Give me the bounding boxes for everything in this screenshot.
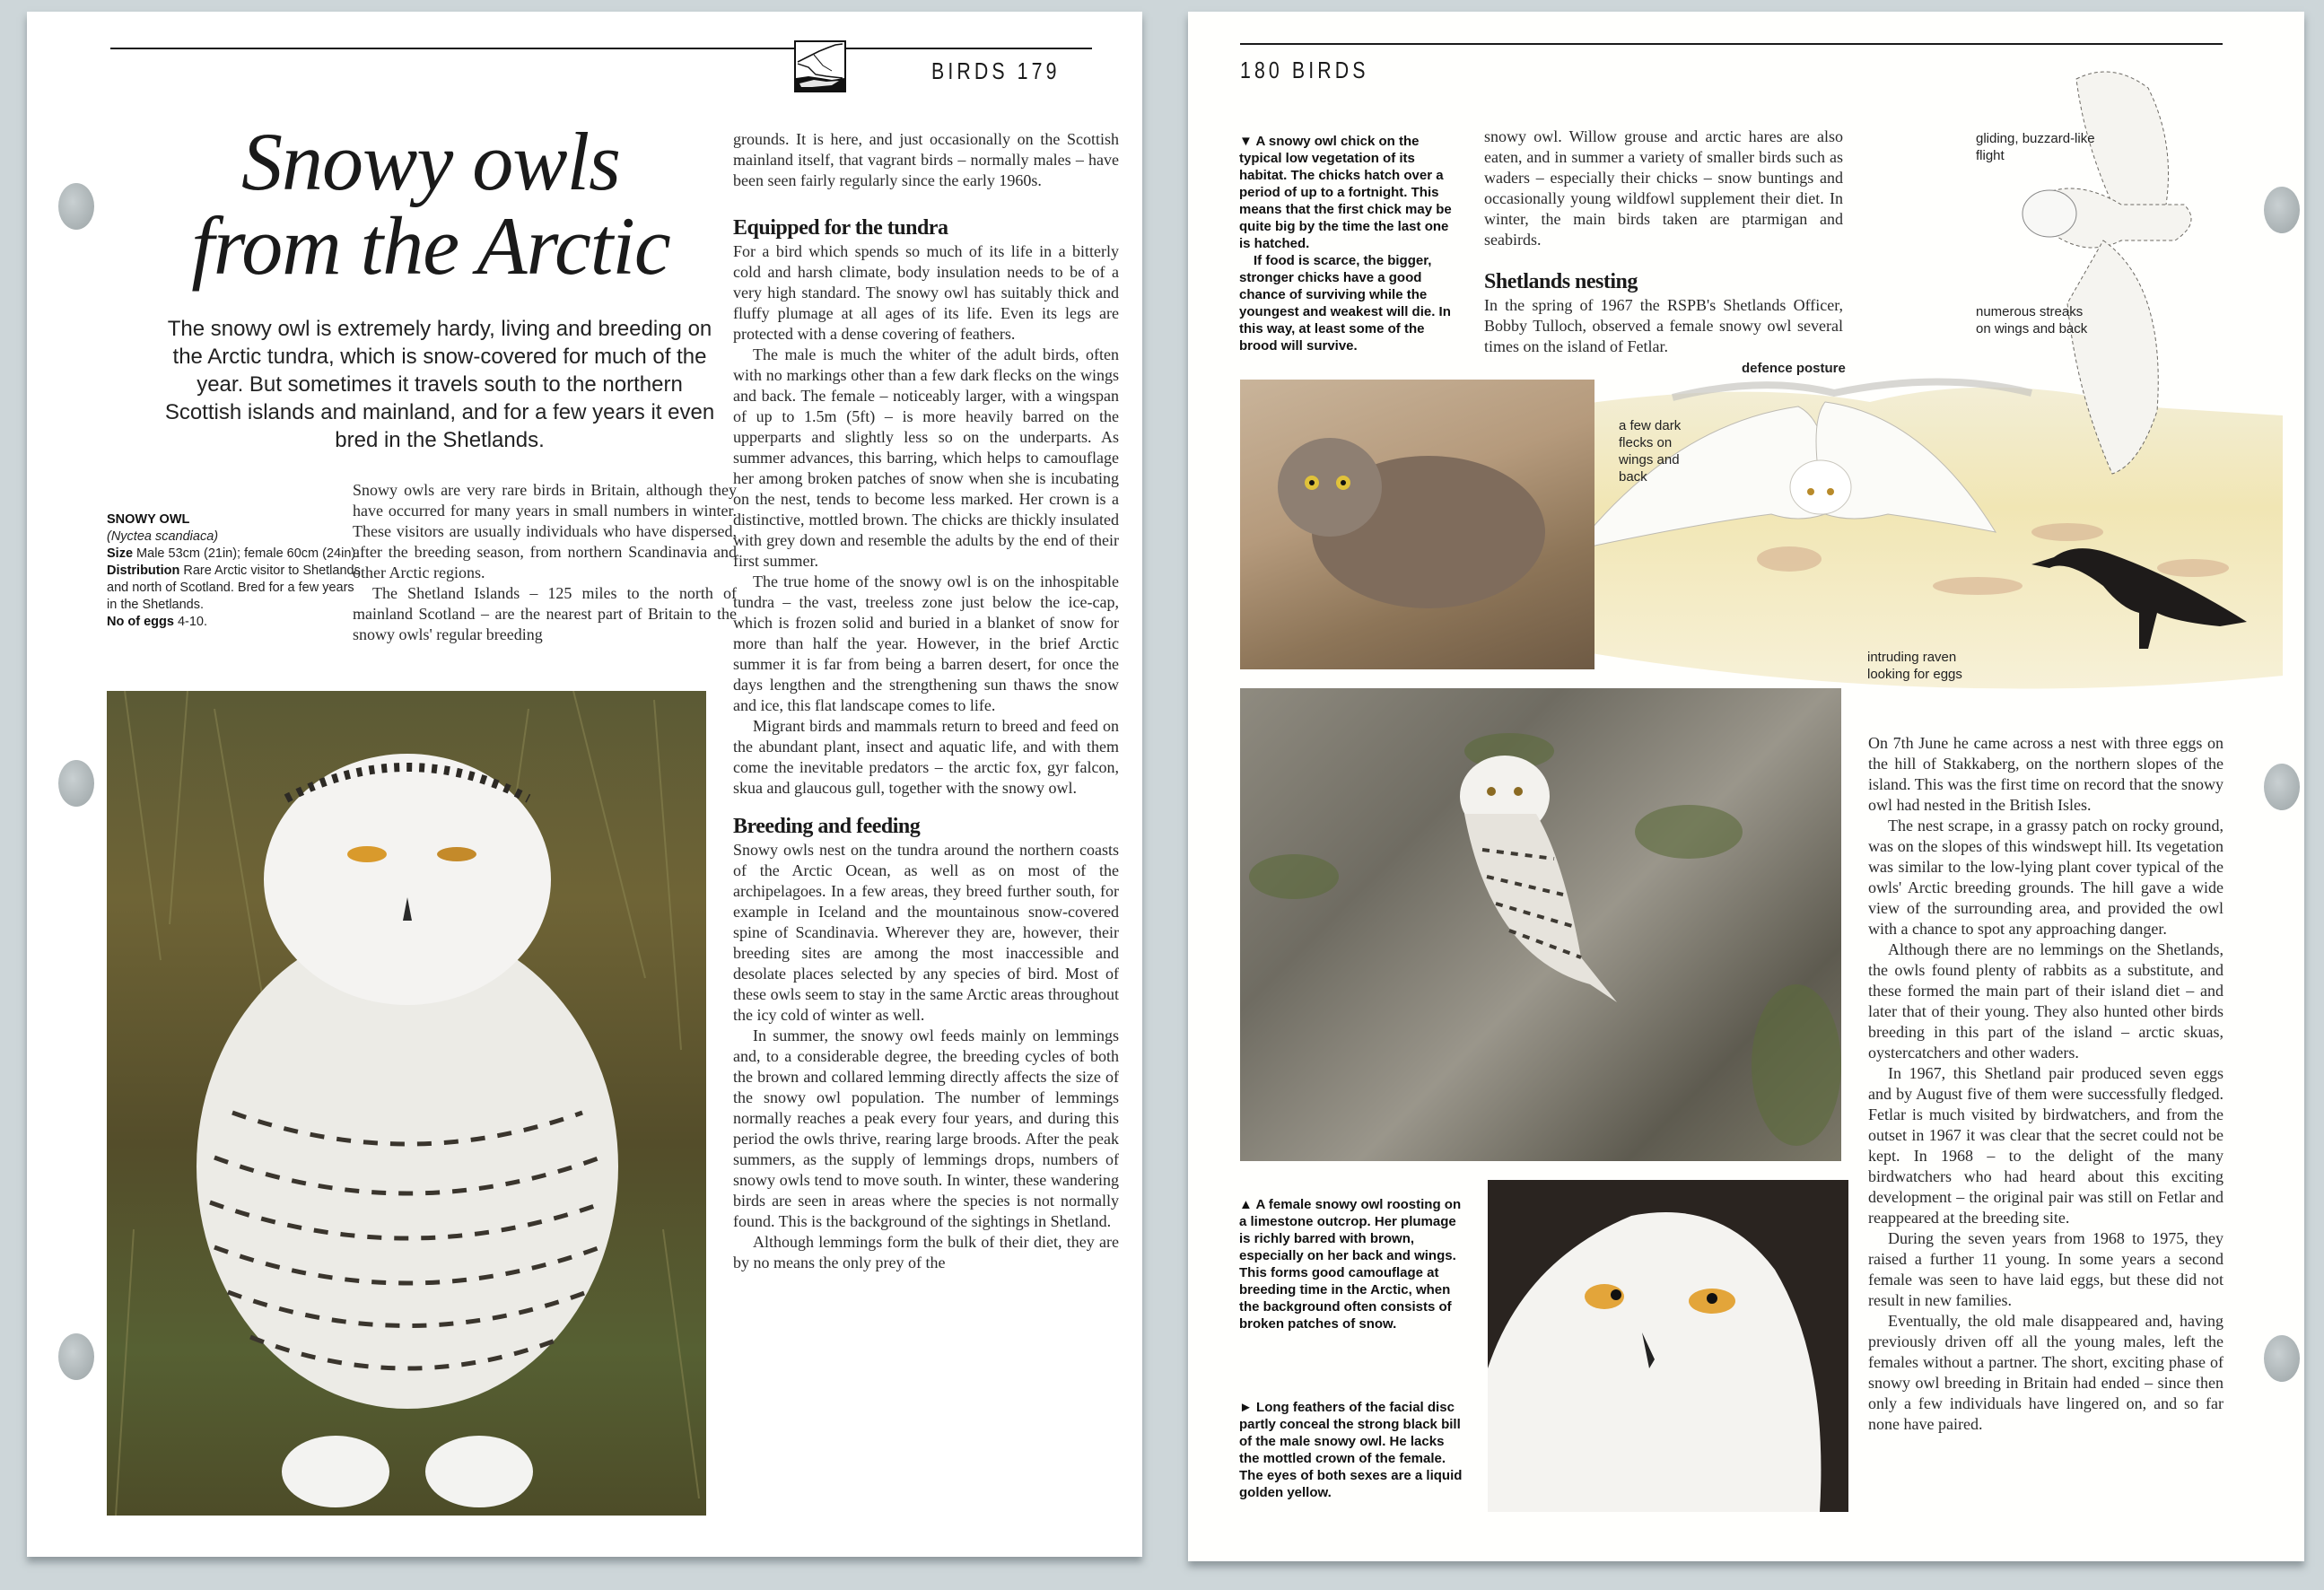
caption-male [1239,1399,1463,1501]
paragraph: Snowy owls nest on the tundra around the northern coasts of the Arctic Ocean, as well as on most of the archipelagoes. In a few areas, they breed further south, for example in Iceland and the mountainous snow-covered spine of Scandinavia. Wherever they are, however, their breeding sites are among the most inaccessible and desolate places selected by any species of bird. Most of these owls seem to stay in the same Arctic areas throughout the icy cold of winter as well. [733,841,1119,1024]
paragraph: Snowy owls are very rare birds in Britain, although they have occurred for many years in small numbers in winter. These visitors are usually individuals who have dispersed, after the breeding season, from northern Scandinavia and other Arctic regions. [353,481,737,581]
punch-hole [58,1333,94,1380]
paragraph: In the spring of 1967 the RSPB's Shetlands Officer, Bobby Tulloch, observed a female snowy owl several times on the island of Fetlar. [1484,296,1843,355]
body-column-1 [353,480,737,645]
label-flecks: a few dark flecks on wings and back [1619,418,1682,485]
body-column-mid [1484,127,1843,357]
paragraph: The nest scrape, in a grassy patch on rocky ground, was on the slopes of this windswept hill. Its vegetation was similar to the low-lying plant cover typical of the owls' Arctic breeding grounds. The hill gave a wide view of the surrounding area, and provided the owl with a chance to spot any approaching danger. [1868,817,2224,938]
punch-hole [2264,764,2300,810]
running-head: 180 BIRDS [1240,57,1369,83]
section-heading: Breeding and feeding [733,815,921,838]
female-owl-on-rock-photo [1240,688,1841,1161]
caption-chick [1239,133,1463,354]
size-value: Male 53cm (21in); female 60cm (24in). [136,546,360,561]
caption-text: Long feathers of the facial disc partly conceal the strong black bill of the male snowy owl. He lacks the mottled crown of the female. The eyes of both sexes are a liquid golden yellow. [1239,1400,1463,1500]
owl-chick-photo [1240,380,1594,669]
label-streaks: numerous streaks on wings and back [1976,304,2088,336]
paragraph: Although there are no lemmings on the Shetlands, the owls found plenty of rabbits as a substitute, and these formed the main part of their island diet – and later that of their young. They also hunted other birds breeding in this part of the island – arctic skuas, oystercatchers and other waders. [1868,940,2224,1061]
paragraph: Although lemmings form the bulk of their diet, they are by no means the only prey of the [733,1233,1119,1271]
header-rule [110,48,794,49]
punch-hole [58,183,94,230]
caption-text: A female snowy owl roosting on a limestone outcrop. Her plumage is richly barred with brown, especially on her back and wings. This forms good camouflage at breeding time in the Arctic, when the background often consists of broken patches of snow. [1239,1197,1462,1332]
paragraph: grounds. It is here, and just occasionally on the Scottish mainland itself, that vagrant birds – normally males – have been seen fairly regularly since the early 1960s. [733,130,1119,189]
caption-female [1239,1196,1463,1332]
triangle-down-icon: ▼ [1239,134,1253,149]
paragraph: Eventually, the old male disappeared and, having previously driven off all the young males, left the females without a partner. The short, exciting phase of snowy owl breeding in Britain had ended – since then only a few individuals have lingered on, and so far none have paired. [1868,1312,2224,1433]
body-column-2 [733,129,1119,1273]
caption-text: If food is scarce, the bigger, stronger chicks have a good chance of surviving while the youngest and weakest will die. In this way, at least some of the brood will survive. [1239,253,1451,354]
male-owl-closeup-photo [1488,1180,1848,1512]
paragraph: In 1967, this Shetland pair produced seven eggs and by August five of them were successfully fledged. Fetlar is much visited by birdwatchers, and from the outset in 1967 it was clear that the secret could not be kept. In 1968 – to the delight of the many birdwatchers who had heard about this exciting development – the original pair was still on Fetlar and reappeared at the breeding site. [1868,1064,2224,1227]
running-head: BIRDS 179 [931,57,1061,84]
paragraph: Migrant birds and mammals return to breed and feed on the abundant plant, insect and aquatic life, and with them come the inevitable predators – the arctic fox, gyr falcon, skua and glaucous gull, together with the snowy owl. [733,717,1119,797]
paragraph: The true home of the snowy owl is on the inhospitable tundra – the vast, treeless zone just below the ice-cap, which is frozen solid and buried in a blanket of snow for more than half the year. However, in the brief Arctic summer it is far from being a barren desert, for once the days lengthen and the strengthening sun thaws the snow and ice, this flat landscape comes to life. [733,572,1119,714]
punch-hole [58,760,94,807]
eggs-label: No of eggs [107,615,174,629]
header-rule [1240,43,2223,45]
triangle-up-icon: ▲ [1239,1197,1253,1212]
label-raven: intruding raven looking for eggs [1867,650,1962,682]
section-heading: Equipped for the tundra [733,216,948,240]
paragraph: The male is much the whiter of the adult birds, often with no markings other than a few dark flecks on the wings and back. The female – noticeably larger, with a wingspan of up to 1.5m (5ft) – is more heavily barred on the upperparts and slightly less so on the underparts. As summer advances, this barring, which helps to camouflage her among broken patches of snow when she is incubating on the nest, tends to become less marked. Her crown is a distinctive, mottled brown. The chicks are thickly insulated with grey down and resemble the adults by the end of their first summer. [733,345,1119,570]
landscape-logo-icon [794,40,846,92]
paragraph: On 7th June he came across a nest with three eggs on the hill of Stakkaberg, on the northern slopes of the island. This was the first time on record that the snowy owl had nested in the British Isles. [1868,734,2224,814]
latin-name: (Nyctea scandiaca) [107,529,219,544]
left-page [27,12,1142,1557]
label-flight: gliding, buzzard-like flight [1976,131,2095,163]
punch-hole [2264,1335,2300,1382]
label-defence-posture: defence posture [1742,361,1846,376]
paragraph: In summer, the snowy owl feeds mainly on lemmings and, to a considerable degree, the breeding cycles of both the brown and collared lemming directly affects the size of the snowy owl population. The number of lemmings normally reaches a peak every four years, and during this period the owls thrive, rearing large broods. After the peak summers, as the supply of lemmings drops, numbers of snowy owls tend to move south. In winter, these wandering birds are seen in areas where the species is not normally found. This is the background of the sightings in Shetland. [733,1027,1119,1230]
intro-standfirst: The snowy owl is extremely hardy, living and breeding on the Arctic tundra, which is snow-covered for much of the year. But sometimes it travels south to the northern Scottish islands and mainland, and for a few years it even bred in the Shetlands. [164,317,715,452]
page-title [135,116,727,292]
title-line-1: Snowy owls [241,116,620,207]
eggs-value: 4-10. [177,615,208,629]
caption-text: A snowy owl chick on the typical low vegetation of its habitat. The chicks hatch over a period of up to a fortnight. This means that the first chick may be quite big by the time the last one is hatched. [1239,134,1452,251]
paragraph: For a bird which spends so much of its life in a bitterly cold and harsh climate, body insulation needs to be of a very high standard. The snowy owl has suitably thick and fluffy plumage at all ages of its life. Even its legs are protected with a dense covering of feathers. [733,242,1119,343]
body-column-right [1868,733,2224,1435]
punch-hole [2264,187,2300,233]
distribution-label: Distribution [107,563,180,578]
distribution-value: Rare Arctic visitor to Shetlands and north of Scotland. Bred for a few years in the Shetlands. [107,563,361,612]
size-label: Size [107,546,134,561]
paragraph: snowy owl. Willow grouse and arctic hares are also eaten, and in summer a variety of smaller birds such as waders – especially their chicks – snow buntings and occasionally young wildfowl supplement their diet. In winter, the main birds taken are ptarmigan and seabirds. [1484,127,1843,249]
snowy-owl-photo [107,691,706,1516]
paragraph: The Shetland Islands – 125 miles to the north of mainland Scotland – are the nearest part of Britain to the snowy owls' regular breeding [353,584,737,643]
section-heading: Shetlands nesting [1484,270,1638,293]
header-rule [846,48,1092,49]
right-page [1188,12,2304,1561]
paragraph: During the seven years from 1968 to 1975, they raised a further 11 young. In some years a second female was seen to have laid eggs, but these did not result in new families. [1868,1229,2224,1309]
title-line-2: from the Arctic [191,200,670,292]
flying-owl-illustration [1942,52,2211,501]
species-name: SNOWY OWL [107,512,190,527]
fact-box [107,511,367,631]
triangle-right-icon: ► [1239,1400,1253,1415]
